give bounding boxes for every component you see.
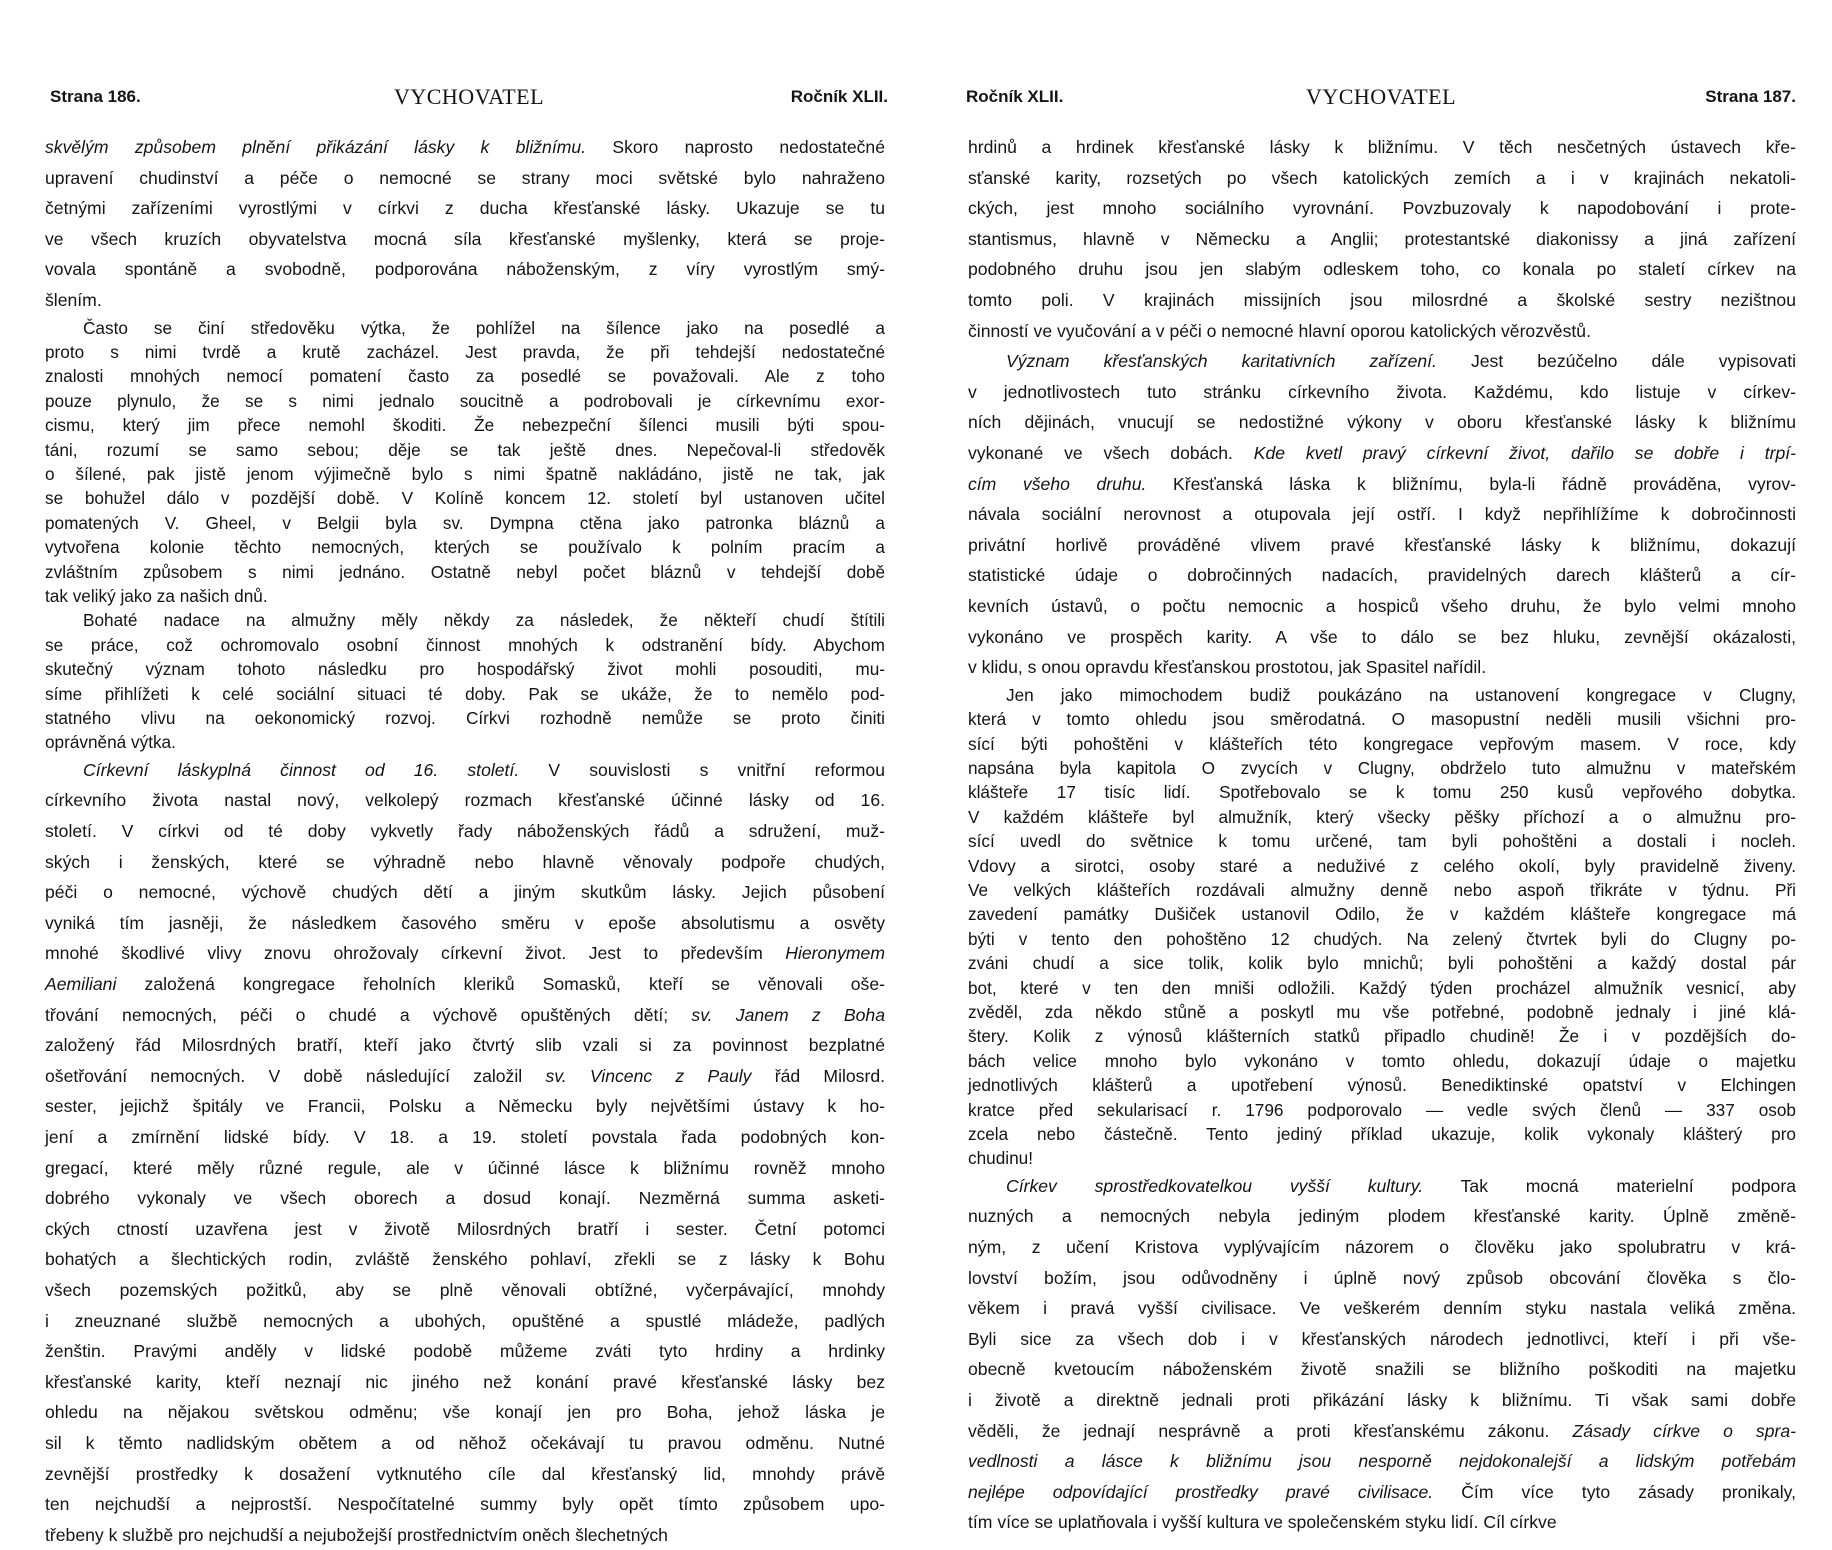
left-page [0, 0, 916, 1545]
text-line [45, 316, 885, 340]
text-run: Jen jako mimochodem budiž poukázáno na ustanovení kongregace v Clugny, [1006, 684, 1796, 705]
text-line [968, 193, 1796, 224]
text-run: vytvořena kolonie těchto nemocných, kterých se používalo k polním pracím a [45, 537, 885, 558]
text-run: Byli sice za všech dob i v křesťanských národech jednotlivci, kteří i při vše- [968, 1328, 1796, 1349]
text-run: vykonané ve všech dobách. [968, 442, 1254, 463]
text-run: v klidu, s onou opravdu křesťanskou prostotou, jak Spasitel nařídil. [968, 657, 1487, 678]
text-run: ve všech kruzích obyvatelstva mocná síla křesťanské myšlenky, která se proje- [45, 228, 885, 249]
text-run: gregací, které měly různé regule, ale v účinné lásce k bližnímu rovněž mnoho [45, 1157, 885, 1178]
text-run: privátní horlivě prováděné vlivem pravé křesťanské lásky k bližnímu, dokazují [968, 534, 1796, 555]
text-line [968, 951, 1796, 975]
text-line [45, 285, 885, 316]
text-line [968, 1146, 1796, 1170]
text-line [45, 438, 885, 462]
text-run: i životě a direktně jednali proti přikázání lásky k bližnímu. Ti však sami dobře [968, 1389, 1796, 1410]
text-line [968, 499, 1796, 530]
text-line [45, 486, 885, 510]
text-line [968, 254, 1796, 285]
text-line [968, 976, 1796, 1000]
text-run: stantismus, hlavně v Německu a Anglii; protestantské diakonissy a jiná zařízení [968, 228, 1796, 249]
italic-text: sv. Janem z Boha [691, 1004, 885, 1025]
text-run: Vdovy a sirotci, osoby staré a neduživé z celého okolí, byly pravidelně živeny. [968, 855, 1796, 876]
text-line [968, 1201, 1796, 1232]
text-run: býti v tento den pohoštěno 12 chudých. Na zelený čtvrtek byli do Clugny po- [968, 928, 1796, 949]
text-line [968, 683, 1796, 707]
text-run: se práce, což ochromovalo osobní činnost mnohých k odstranění bídy. Abychom [45, 634, 885, 655]
text-line [968, 780, 1796, 804]
italic-text: Církevní láskyplná činnost od 16. století. [83, 759, 520, 780]
text-run: se bohužel dálo v pozdější době. V Kolíně koncem 12. století byl ustanoven učitel [45, 488, 885, 509]
text-run: ských i ženských, které se výhradně nebo hlavně věnovaly podpoře chudých, [45, 851, 885, 872]
paragraph [45, 316, 885, 609]
text-line [968, 591, 1796, 622]
text-run: cismu, který jim přece nemohl škoditi. Že nebezpeční šílenci musili býti spou- [45, 415, 885, 436]
text-line [968, 438, 1796, 469]
text-line [45, 1459, 885, 1490]
text-run: bách velice mnoho bylo vykonáno v tomto ohledu, dokazují údaje o majetku [968, 1050, 1796, 1071]
text-run: o šílené, pak jistě jenom výjimečně bylo s nimi špatně nakládáno, jistě ne tak, jak [45, 464, 885, 484]
italic-text: Církev sprostředkovatelkou vyšší kultury. [1006, 1175, 1424, 1196]
text-run: vyniká tím jasněji, že následkem časového směru v epoše absolutismu a osvěty [45, 912, 885, 933]
text-line [968, 1293, 1796, 1324]
text-run: V souvislosti s vnitřní reformou [519, 759, 885, 780]
text-line [968, 707, 1796, 731]
text-line [968, 854, 1796, 878]
text-line [45, 364, 885, 388]
volume-label: Ročník XLII. [790, 87, 888, 106]
text-line [968, 927, 1796, 951]
text-run: tím více se uplatňovala i vyšší kultura ve společenském styku lidí. Cíl církve [968, 1512, 1557, 1533]
paragraph [968, 132, 1796, 346]
right-page [916, 0, 1832, 1533]
text-run: síme přihlížeti k celé sociální situaci té doby. Pak se ukáže, že to nemělo pod- [45, 683, 885, 704]
text-run: řád Milosrd. [751, 1065, 885, 1086]
paragraph [968, 346, 1796, 683]
text-line [968, 1024, 1796, 1048]
text-line [45, 193, 885, 224]
text-line [45, 340, 885, 364]
text-line [968, 1049, 1796, 1073]
text-line [968, 902, 1796, 926]
text-line [45, 163, 885, 194]
text-line [45, 877, 885, 908]
text-line [45, 657, 885, 681]
text-line [45, 1000, 885, 1031]
italic-text: sv. Vincenc z Pauly [545, 1065, 752, 1086]
text-line [45, 938, 885, 969]
text-line [45, 1336, 885, 1367]
text-line [968, 1385, 1796, 1416]
text-run: tak veliký jako za našich dnů. [45, 586, 268, 607]
text-line [45, 816, 885, 847]
text-run: založená kongregace řeholních kleriků Somasků, kteří se věnovali oše- [116, 974, 885, 995]
text-run: podobného druhu jsou jen slabým odleskem toho, co konala po staletí církev na [968, 259, 1796, 280]
text-line [968, 316, 1796, 347]
text-run: jednotlivých klášterů a upotřebení výnosů. Benediktinské opatství v Elchingen [968, 1075, 1796, 1096]
text-line [45, 1520, 885, 1550]
text-line [45, 462, 885, 486]
text-run: sící býti pohoštěni v klášteřích této kongregace vepřovým masem. V roce, kdy [968, 733, 1796, 754]
text-line [968, 732, 1796, 756]
text-run: věkem i pravá vyšší civilisace. Ve veškerém denním styku nastala veliká změna. [968, 1298, 1796, 1319]
text-line [45, 254, 885, 285]
text-line [45, 969, 885, 1000]
text-run: štery. Kolik z výnosů klášterních statků připadlo chudině! Že i v pozdějších do- [968, 1026, 1796, 1047]
text-line [968, 1477, 1796, 1508]
text-line [45, 224, 885, 255]
text-line [45, 535, 885, 559]
paragraph [968, 683, 1796, 1171]
text-run: zváni chudí a sice tolik, kolik bylo mnichů; byli pohoštěni a každý dostal pár [968, 953, 1796, 974]
text-line [968, 1354, 1796, 1385]
text-line [968, 560, 1796, 591]
italic-text: nejlépe odpovídající prostředky pravé civilisace. [968, 1481, 1434, 1502]
paragraph [968, 1171, 1796, 1538]
text-run: křesťanské karity, kteří neznají nic jiného než konání pravé křesťanské lásky bez [45, 1371, 885, 1392]
text-line [968, 377, 1796, 408]
text-run: sťanské karity, rozsetých po všech katolických zemích a i v krajinách nekatoli- [968, 167, 1796, 188]
text-line [968, 469, 1796, 500]
text-line [45, 785, 885, 816]
text-line [45, 1030, 885, 1061]
text-line [45, 682, 885, 706]
text-line [968, 1171, 1796, 1202]
italic-text: Kde kvetl pravý církevní život, dařilo se dobře i trpí- [1253, 442, 1796, 463]
text-line [45, 633, 885, 657]
text-line [45, 1153, 885, 1184]
page-number: Strana 187. [1705, 87, 1796, 106]
text-run: třování nemocných, péči o chudé a výchově opuštěných dětí; [45, 1004, 692, 1025]
text-line [968, 652, 1796, 683]
text-line [968, 224, 1796, 255]
text-line [45, 560, 885, 584]
text-run: vykonáno ve prospěch karity. A vše to dálo se bez hluku, zevnější okázalosti, [968, 626, 1796, 647]
text-run: v jednotlivostech tuto stránku církevního života. Každému, kdo listuje v církev- [968, 381, 1796, 402]
text-run: hrdinů a hrdinek křesťanské lásky k bližnímu. V těch nesčetných ústavech kře- [968, 137, 1796, 157]
text-line [45, 608, 885, 632]
text-line [45, 1244, 885, 1275]
text-run: vovala spontáně a svobodně, podporována náboženským, z víry vyrostlým smý- [45, 259, 885, 280]
text-line [45, 908, 885, 939]
italic-text: Hieronymem [785, 943, 885, 964]
text-run: bot, které v ten den mniši odložili. Každý týden procházel almužník vesnicí, aby [968, 977, 1796, 998]
text-line [45, 1122, 885, 1153]
text-run: i zneuznané službě nemocných a ubohých, opuštěné a spustlé mládeže, padlých [45, 1310, 885, 1331]
text-line [45, 1306, 885, 1337]
page-number: Strana 186. [50, 87, 141, 106]
text-run: Křesťanská láska k bližnímu, byla-li řádně prováděna, vyrov- [1146, 473, 1797, 494]
text-run: století. V církvi od té doby vykvetly řady náboženských řádů a sdružení, muž- [45, 821, 885, 842]
italic-text: Význam křesťanských karitativních zařízení. [1006, 351, 1437, 372]
text-line [45, 847, 885, 878]
text-run: tomto poli. V krajinách missijních jsou milosrdné a školské sestry nezištnou [968, 289, 1796, 310]
text-line [45, 1061, 885, 1092]
text-run: Čím více tyto zásady pronikaly, [1433, 1481, 1796, 1502]
text-run: dobrého vykonaly ve všech oborech a dosud konají. Nezměrná summa asketi- [45, 1188, 885, 1209]
text-run: která v tomto ohledu jsou směrodatná. O masopustní neděli musili všichni pro- [968, 709, 1796, 730]
text-line [45, 511, 885, 535]
text-line [968, 1232, 1796, 1263]
text-run: statného vlivu na oekonomický rozvoj. Církvi rozhodně nemůže se proto činiti [45, 708, 885, 729]
italic-text: cím všeho druhu. [968, 473, 1147, 494]
text-run: všech pozemských požitků, aby se plně věnovali obtížné, vyčerpávající, mnohdy [45, 1279, 885, 1300]
paragraph [45, 608, 885, 754]
page-body [45, 132, 885, 1550]
text-run: táni, rozumí se samo sebou; děje se tak ještě dnes. Nepečoval-li středověk [45, 439, 885, 460]
text-run: klášteře 17 tisíc lidí. Spotřebovalo se k tomu 250 kusů vepřového dobytka. [968, 782, 1796, 803]
text-run: četnými zařízeními vyrostlými v církvi z ducha křesťanské lásky. Ukazuje se tu [45, 198, 885, 219]
text-line [968, 1073, 1796, 1097]
text-run: oprávněná výtka. [45, 732, 176, 753]
text-run: ženštin. Pravými anděly v lidské podobě můžeme zváti tyto hrdiny a hrdinky [45, 1341, 885, 1362]
text-run: věděli, že jednají nesprávně a proti křesťanskému zákonu. [968, 1420, 1573, 1441]
text-run: sící uvedl do světnice k tomu určené, tam byli pohoštěni a dostali i nocleh. [968, 831, 1796, 852]
journal-title: VYCHOVATEL [393, 84, 545, 109]
text-line [968, 805, 1796, 829]
text-line [45, 413, 885, 437]
text-run: Jest bezúčelno dále vypisovati [1436, 351, 1796, 372]
text-line [968, 756, 1796, 780]
text-line [968, 1324, 1796, 1355]
text-run: sil k těmto nadlidským obětem a od něhož očekávají tu pravou odměnu. Nutné [45, 1432, 885, 1453]
text-run: Skoro naprosto nedostatečné [586, 137, 885, 157]
italic-text: Aemiliani [45, 974, 117, 995]
text-line [45, 706, 885, 730]
text-run: ckých ctností uzavřena jest v životě Milosrdných bratří i sester. Četní potomci [45, 1218, 885, 1239]
text-run: zcela nebo částečně. Tento jediný příklad ukazuje, kolik vykonaly klášterý pro [968, 1124, 1796, 1144]
text-line [45, 1397, 885, 1428]
text-run: znalosti mnohých nemocí pomatení často za posedlé se považovali. Ale z toho [45, 366, 885, 387]
text-run: ckých, jest mnoho sociálního vyrovnání. Povzbuzovaly k napodobování i prote- [968, 198, 1796, 219]
journal-title: VYCHOVATEL [1305, 84, 1457, 109]
text-line [968, 1098, 1796, 1122]
text-run: činností ve vyučování a v péči o nemocné hlavní oporou katolických věrozvěstů. [968, 320, 1591, 341]
text-line [968, 285, 1796, 316]
text-line [968, 1122, 1796, 1146]
text-line [45, 1275, 885, 1306]
text-run: upravení chudinství a péče o nemocné se strany moci světské bylo nahraženo [45, 167, 885, 188]
text-run: statistické údaje o dobročinných nadacích, pravidelných darech klášterů a cír- [968, 565, 1796, 586]
text-run: lovství božím, jsou odůvodněny i úplně nový způsob obcování člověka s člo- [968, 1267, 1796, 1288]
text-run: ošetřování nemocných. V době následující založil [45, 1065, 546, 1086]
text-line [968, 878, 1796, 902]
text-line [968, 1507, 1796, 1538]
text-line [968, 1000, 1796, 1024]
text-line [968, 829, 1796, 853]
text-run: kratce před sekularisací r. 1796 podporovalo — vedle svých členů — 337 osob [968, 1099, 1796, 1120]
paragraph [45, 132, 885, 316]
text-run: péči o nemocné, výchově chudých dětí a jiným skutkům lásky. Jejich působení [45, 882, 885, 903]
text-line [45, 1091, 885, 1122]
text-line [968, 1263, 1796, 1294]
text-run: nuzných a nemocných nebyla jediným plodem křesťanské karity. Úplně změně- [968, 1206, 1796, 1227]
text-run: Ve velkých klášteřích rozdávali almužny denně nebo aspoň třikráte v týdnu. Při [968, 879, 1796, 900]
italic-text: skvělým způsobem plnění přikázání lásky k bližnímu. [45, 137, 587, 157]
text-line [968, 407, 1796, 438]
text-run: šlením. [45, 289, 102, 310]
volume-label: Ročník XLII. [966, 87, 1064, 106]
text-line [45, 1183, 885, 1214]
text-line [45, 755, 885, 786]
text-run: ten nejchudší a nejprostší. Nespočítatelné summy byly opět tímto způsobem upo- [45, 1494, 885, 1515]
text-run: kevních ústavů, o počtu nemocnic a hospiců všeho druhu, že bylo velmi mnoho [968, 595, 1796, 616]
text-run: zavedení památky Dušiček ustanovil Odilo, že v každém klášteře kongregace má [968, 904, 1796, 925]
text-line [45, 1489, 885, 1520]
text-run: proto s nimi tvrdě a krutě zacházel. Jest pravda, že při tehdejší nedostatečné [45, 341, 885, 362]
text-line [45, 1214, 885, 1245]
text-run: obecně kvetoucím náboženském životě snažili se bližního poškoditi na majetku [968, 1359, 1796, 1380]
text-line [968, 163, 1796, 194]
text-run: pouze plynulo, že se s nimi jednalo soucitně a podrobovali je církevnímu exor- [45, 390, 885, 411]
text-run: V každém klášteře byl almužník, který všecky pěšky příchozí a o almužnu pro- [968, 806, 1796, 827]
text-run: ohledu na nějakou světskou odměnu; vše konají jen pro Boha, jehož láska je [45, 1402, 885, 1423]
text-line [45, 132, 885, 163]
text-run: církevního života nastal nový, velkolepý rozmach křesťanské účinné lásky od 16. [45, 790, 885, 811]
text-line [45, 584, 885, 608]
text-run: zevnější prostředky k dosažení vytknutého cíle dal křesťanský lid, mnohdy právě [45, 1463, 885, 1484]
text-run: mnohé škodlivé vlivy znovu ohrožovaly církevní život. Jest to především [45, 943, 786, 964]
text-run: zvláštním způsobem s nimi jednáno. Ostatně nebyl počet bláznů v tehdejší době [45, 561, 885, 582]
text-run: chudinu! [968, 1148, 1033, 1169]
text-line [45, 389, 885, 413]
text-line [968, 132, 1796, 163]
text-run: sester, jejichž špitály ve Francii, Polsku a Německu byly největšími ústavy k ho- [45, 1096, 885, 1117]
text-run: ních dějinách, vnucují se nedostižné výkony v oboru křesťanské lásky k bližnímu [968, 412, 1796, 433]
text-run: skutečný význam tohoto následku pro hospodářský život mohli posouditi, mu- [45, 659, 885, 680]
text-line [45, 1428, 885, 1459]
text-run: Často se činí středověku výtka, že pohlížel na šílence jako na posedlé a [83, 317, 885, 338]
text-line [968, 530, 1796, 561]
text-run: bohatých a šlechtických rodin, zvláště ženského pohlaví, zřekli se z lásky k Bohu [45, 1249, 885, 1270]
text-line [45, 730, 885, 754]
text-line [45, 1367, 885, 1398]
paragraph [45, 755, 885, 1550]
text-run: návala sociální nerovnost a otupovala její ostří. I když nepřihlížíme k dobročinnosti [968, 504, 1796, 525]
text-run: jení a zmírnění lidské bídy. V 18. a 19. století povstala řada podobných kon- [45, 1127, 885, 1147]
text-line [968, 622, 1796, 653]
text-line [968, 1416, 1796, 1447]
text-run: založený řád Milosrdných bratří, kteří jako čtvrtý slib vzali si za povinnost bezplatné [45, 1035, 885, 1056]
page-header [50, 82, 888, 112]
italic-text: Zásady církve o spra- [1572, 1420, 1796, 1441]
text-run: Tak mocná materielní podpora [1423, 1175, 1796, 1196]
page-body [968, 132, 1796, 1538]
text-run: třebeny k službě pro nejchudší a nejubožejší prostřednictvím oněch šlechetných [45, 1524, 668, 1545]
page-header [966, 82, 1796, 112]
text-run: Bohaté nadace na almužny měly někdy za následek, že někteří chudí štítili [83, 610, 885, 631]
text-run: zvěděl, zda někdo stůně a poskytl mu vše potřebné, podobně jednaly i jiné klá- [968, 1001, 1796, 1022]
text-run: napsána byla kapitola O zvycích v Clugny, obdrželo tuto almužnu v mateřském [968, 757, 1796, 778]
italic-text: vedlnosti a lásce k bližnímu jsou nesporně nejdokonalejší a lidským potřebám [968, 1451, 1796, 1472]
text-run: ným, z učení Kristova vyplývajícím názorem o člověku jako spolubratru v krá- [968, 1237, 1796, 1257]
text-line [968, 346, 1796, 377]
text-line [968, 1446, 1796, 1477]
text-run: pomatených V. Gheel, v Belgii byla sv. Dympna ctěna jako patronka bláznů a [45, 512, 885, 533]
